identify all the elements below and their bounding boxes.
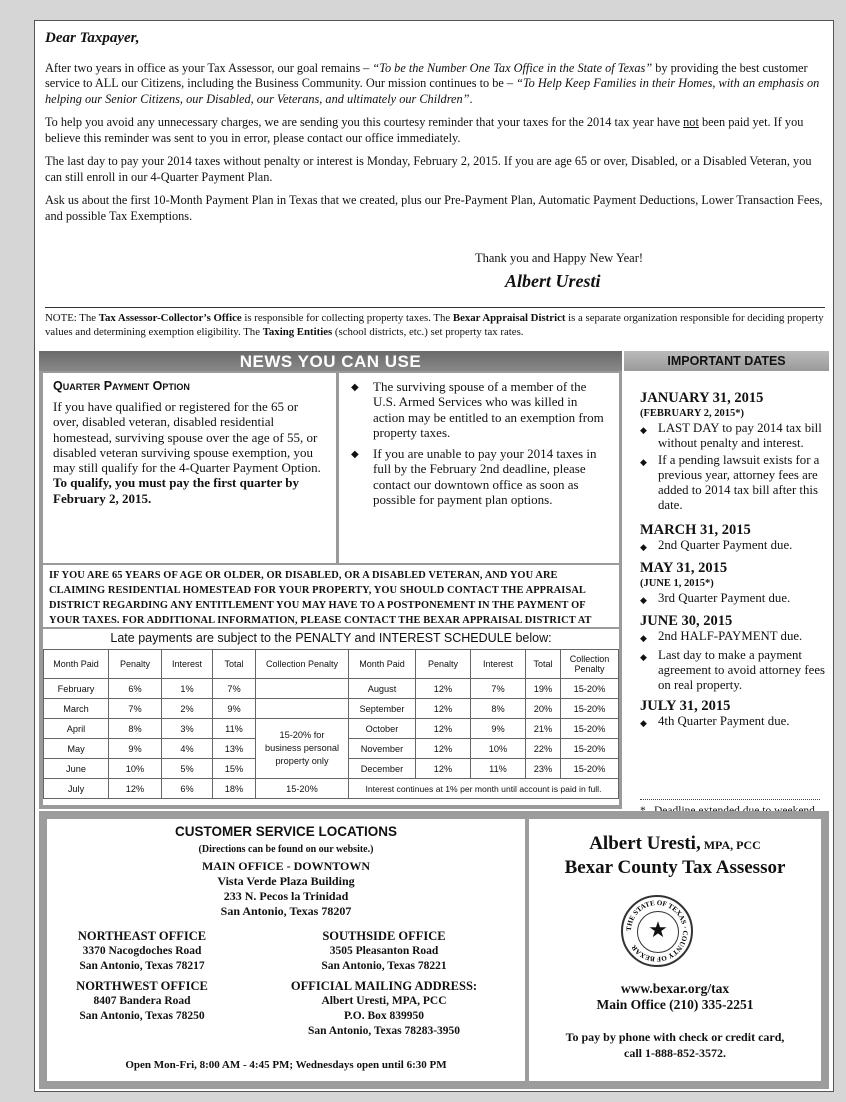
table-row: April 8% 3% 11% 15-20% for business personal property only October 12% 9% 21% 15-20% [44, 719, 619, 739]
note: NOTE: The Tax Assessor-Collector’s Office is responsible for collecting property taxes. The Bexar Appraisal District is a separate organization responsible for deciding property values and determining exemption eligibility. The Taxing Entities (school districts, etc.) set property tax rates. [45, 307, 825, 339]
list-item: ◆ If a pending lawsuit exists for a previous year, attorney fees are added to 2014 tax bill after this date. [640, 453, 820, 512]
table-row: February 6% 1% 7% August 12% 7% 19% 15-20% [44, 679, 619, 699]
list-item: ◆ LAST DAY to pay 2014 tax bill without penalty and interest. [640, 421, 822, 450]
list-item: ◆ 2nd Quarter Payment due. [640, 538, 829, 555]
table-row: June 10% 5% 15% December 12% 11% 23% 15-20% [44, 759, 619, 779]
date-heading: JANUARY 31, 2015 [640, 390, 764, 406]
assessor-info [529, 819, 821, 1081]
diamond-bullet-icon: ◆ [351, 382, 359, 393]
diamond-bullet-icon: ◆ [640, 425, 647, 435]
quarter-payment-box [43, 373, 336, 563]
county-seal-icon: THE STATE OF TEXAS · COUNTY OF BEXAR ★ [621, 895, 693, 967]
important-dates: IMPORTANT DATES JANUARY 31, 2015 (FEBRUARY 2, 2015*) ◆ LAST DAY to pay 2014 tax bill without penalty and interest. ◆ If a pending lawsuit exists for a previous year, attorney fees are added to 2014 tax bill after this date. MARCH 31, 2015 ◆ 2nd Quarter Payment due. MAY 31, 2015 (JUNE 1, 2015*) ◆ 3rd Quarter Payment due. JUNE 30, 2015 ◆ 2nd HALF-PAYMENT due. ◆ Last day to make a payment agreement to avoid attorney fees on real property. JULY 31, 2015 ◆ 4th Quarter Payment due. [624, 351, 829, 811]
southside-office: SOUTHSIDE OFFICE 3505 Pleasanton Road San Antonio, Texas 78221 [321, 929, 447, 972]
assessor-title: Bexar County Tax Assessor [564, 857, 786, 878]
svg-text:THE STATE OF TEXAS · COUNTY OF: THE STATE OF TEXAS · COUNTY OF BEXAR [624, 898, 690, 964]
diamond-bullet-icon: ◆ [640, 595, 647, 605]
list-item: ◆ 4th Quarter Payment due. [640, 714, 829, 731]
senior-warning: IF YOU ARE 65 YEARS OF AGE OR OLDER, OR DISABLED, OR A DISABLED VETERAN, AND YOU ARE CLAIMING RESIDENTIAL HOMESTEAD FOR YOUR PROPERTY, YOU SHOULD CONTACT THE APPRAISAL DISTRICT REGARDING ANY ENTITLEMENT YOU MAY HAVE TO A POSTPONEMENT IN THE PAYMENT OF YOUR TAXES. FOR ADDITIONAL INFORMATION, PLEASE CONTACT THE BEXAR APPRAISAL DISTRICT AT [43, 565, 619, 627]
main-office: MAIN OFFICE - DOWNTOWN Vista Verde Plaza Building 233 N. Pecos la Trinidad San Antonio, Texas 78207 [201, 859, 371, 918]
northeast-office: NORTHEAST OFFICE 3370 Nacogdoches Road San Antonio, Texas 78217 [77, 929, 207, 972]
table-row: March 7% 2% 9% September 12% 8% 20% 15-20% [44, 699, 619, 719]
thanks-line: Thank you and Happy New Year! [475, 251, 644, 265]
letter-paragraph-4: Ask us about the first 10-Month Payment Plan in Texas that we created, plus our Pre-Payment Plan, Automatic Payment Deductions, Lower Transaction Fees, and possible Tax Exemptions. [45, 193, 823, 223]
important-dates-title: IMPORTANT DATES [624, 351, 829, 371]
main-phone: Main Office (210) 335-2251 [596, 997, 754, 1012]
locations-title: CUSTOMER SERVICE LOCATIONS [174, 824, 398, 839]
signature: Albert Uresti [505, 271, 601, 291]
assessor-name: Albert Uresti, MPA, PCC [589, 833, 761, 854]
letter [45, 31, 825, 232]
mailing-address: OFFICIAL MAILING ADDRESS: Albert Uresti, MPA, PCC P.O. Box 839950 San Antonio, Texas 78283-3950 [290, 979, 478, 1037]
business-collection-penalty: 15-20% for business personal property only [256, 719, 349, 779]
penalty-title: Late payments are subject to the PENALTY and INTEREST SCHEDULE below: [110, 631, 552, 645]
penalty-table [43, 649, 619, 799]
pay-by-phone: To pay by phone with check or credit card, call 1-888-852-3572. [565, 1030, 785, 1060]
list-item: ◆ If you are unable to pay your 2014 taxes in full by the February 2nd deadline, please contact our downtown office as soon as possible for payment plan options. [351, 446, 597, 508]
tax-reminder-page [34, 20, 834, 1092]
penalty-schedule [43, 629, 619, 805]
interest-footnote: Interest continues at 1% per month until account is paid in full. [349, 779, 619, 799]
letter-paragraph-3: The last day to pay your 2014 taxes without penalty or interest is Monday, February 2, 2015. If you are age 65 or over, Disabled, or a Disabled Veteran, you can still enroll in our 4-Quarter Payment Plan. [45, 154, 812, 184]
office-hours: Open Mon-Fri, 8:00 AM - 4:45 PM; Wednesdays open until 6:30 PM [125, 1059, 447, 1071]
diamond-bullet-icon: ◆ [640, 633, 647, 643]
news-bullets [339, 373, 619, 563]
diamond-bullet-icon: ◆ [640, 652, 647, 662]
date-heading: JUNE 30, 2015 [640, 613, 733, 629]
northwest-office: NORTHWEST OFFICE 8407 Bandera Road San Antonio, Texas 78250 [76, 979, 208, 1022]
quarter-payment-text: If you have qualified or registered for the 65 or over, disabled veteran, disabled residential homestead, surviving spouse over the age of 55, or disabled veteran surviving spouse exemption, you may still qualify for the 4-Quarter Payment Option. To qualify, you must pay the first quarter by February 2, 2015. [53, 399, 321, 506]
contact-section [39, 811, 829, 1089]
letter-paragraph-1: After two years in office as your Tax Assessor, our goal remains – “To be the Number One Tax Office in the State of Texas” by providing the best customer service to ALL our Citizens, including the Business Community. Our mission continues to be – “To Help Keep Families in their Homes, with an emphasis on helping our Senior Citizens, our Disabled, our Veterans, and ultimately our Children”. [45, 60, 820, 106]
customer-service-locations: CUSTOMER SERVICE LOCATIONS (Directions can be found on our website.) MAIN OFFICE - DOWNTOWN Vista Verde Plaza Building 233 N. Pecos la Trinidad San Antonio, Texas 78207 NORTHEAST OFFICE 3370 Nacogdoches Road San Antonio, Texas 78217 SOUTHSIDE OFFICE 3505 Pleasanton Road San Antonio, Texas 78221 NORTHWEST OFFICE 8407 Bandera Road San Antonio, Texas 78250 OFFICIAL MAILING ADDRESS: Albert Uresti, MPA, PCC P.O. Box 839950 San Antonio, Texas 78283-3950 Open Mon-Fri, 8:00 AM - 4:45 PM; Wednesdays open until 6:30 PM [47, 819, 525, 1081]
quarter-payment-title: Quarter Payment Option [53, 379, 190, 393]
date-heading: MARCH 31, 2015 [640, 522, 751, 538]
table-row: May 9% 4% 13% November 12% 10% 22% 15-20% [44, 739, 619, 759]
list-item: ◆ 2nd HALF-PAYMENT due. [640, 629, 829, 646]
diamond-bullet-icon: ◆ [640, 542, 647, 552]
list-item: ◆ Last day to make a payment agreement to avoid attorney fees on real property. [640, 648, 825, 692]
news-section [39, 351, 622, 809]
letter-paragraph-2: To help you avoid any unnecessary charges, we are sending you this courtesy reminder that your taxes for the 2014 tax year have not been paid yet. If you believe this reminder was sent to you in error, please contact our office immediately. [45, 115, 804, 145]
contact-info [529, 981, 821, 1013]
greeting: Dear Taxpayer, [45, 30, 140, 46]
list-item: ◆ The surviving spouse of a member of the U.S. Armed Services who was killed in action may be entitled to an exemption from property taxes. [351, 379, 604, 440]
diamond-bullet-icon: ◆ [640, 457, 647, 467]
table-header-row: Month Paid Penalty Interest Total Collection Penalty Month Paid Penalty Interest Total Collection Penalty [44, 650, 619, 679]
website-link: www.bexar.org/tax [620, 981, 730, 996]
date-heading: MAY 31, 2015 [640, 560, 728, 576]
diamond-bullet-icon: ◆ [640, 718, 647, 728]
date-heading: JULY 31, 2015 [640, 698, 731, 714]
diamond-bullet-icon: ◆ [351, 449, 359, 461]
list-item: ◆ 3rd Quarter Payment due. [640, 591, 829, 608]
table-row: July 12% 6% 18% 15-20% Interest continues at 1% per month until account is paid in full. [44, 779, 619, 799]
news-title: NEWS YOU CAN USE [239, 352, 422, 371]
